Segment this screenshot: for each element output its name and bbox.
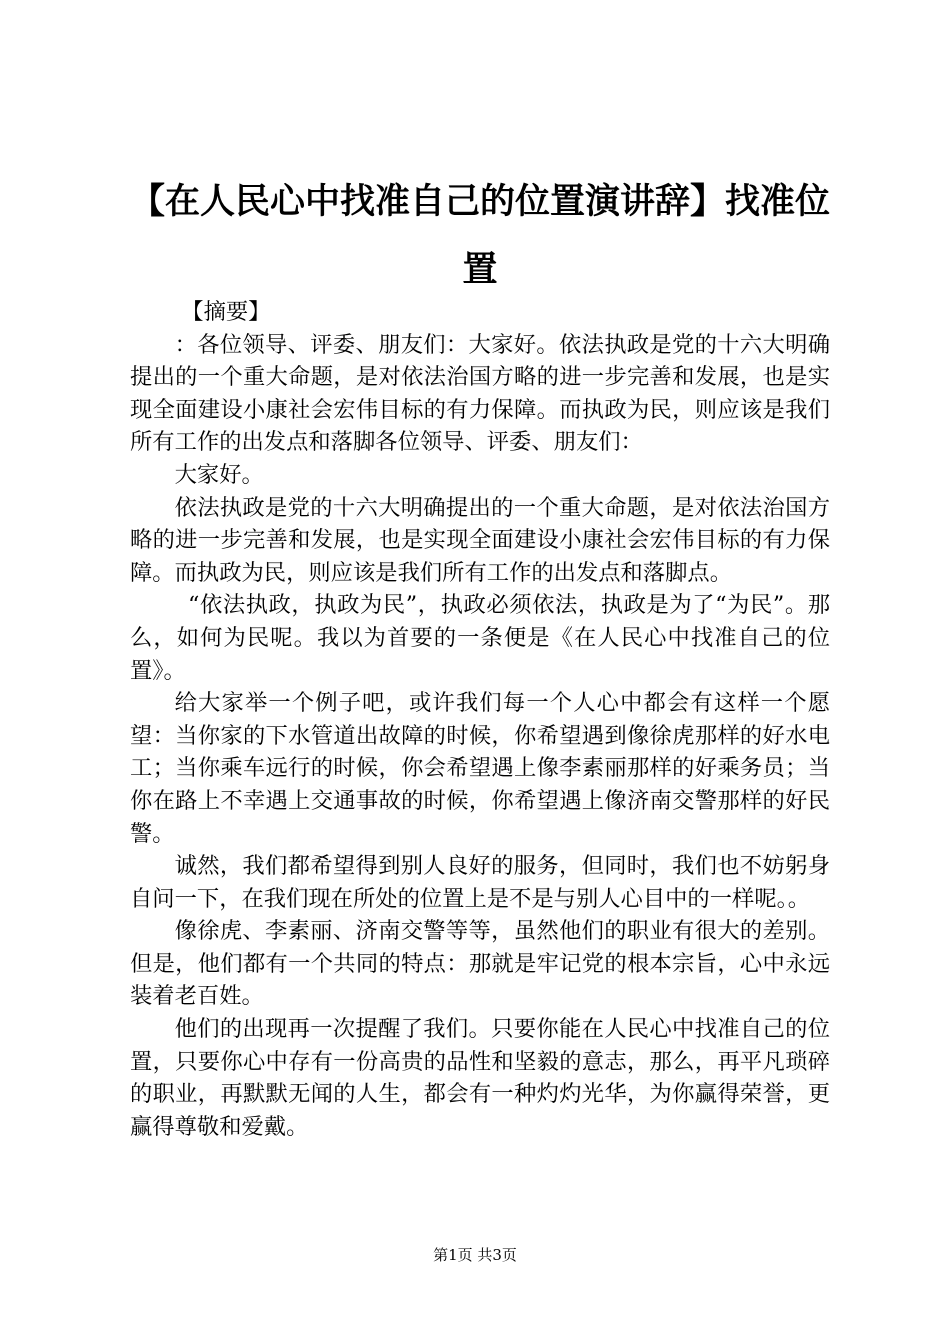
paragraph: 依法执政是党的十六大明确提出的一个重大命题，是对依法治国方略的进一步完善和发展，也是实现全面建设小康社会宏伟目标的有力保障。而执政为民，则应该是我们所有工作的出发点和落脚点。 xyxy=(130,494,830,586)
document-title: 【在人民心中找准自己的位置演讲辞】找准位置 xyxy=(129,181,830,290)
paragraph: 像徐虎、李素丽、济南交警等等，虽然他们的职业有很大的差别。但是，他们都有一个共同的特点：那就是牢记党的根本宗旨，心中永远装着老百姓。 xyxy=(130,918,830,1010)
paragraph: 给大家举一个例子吧，或许我们每一个人心中都会有这样一个愿望：当你家的下水管道出故障的时候，你希望遇到像徐虎那样的好水电工；当你乘车远行的时候，你会希望遇上像李素丽那样的好乘务员；当你在路上不幸遇上交通事故的时候，你希望遇上像济南交警那样的好民警。 xyxy=(130,690,830,847)
paragraph: “依法执政，执政为民”，执政必须依法，执政是为了“为民”。那么，如何为民呢。我以为首要的一条便是《在人民心中找准自己的位置》。 xyxy=(130,592,830,684)
paragraph: 大家好。 xyxy=(174,461,264,488)
paragraph: ：各位领导、评委、朋友们：大家好。依法执政是党的十六大明确提出的一个重大命题，是对依法治国方略的进一步完善和发展，也是实现全面建设小康社会宏伟目标的有力保障。而执政为民，则应该是我们所有工作的出发点和落脚各位领导、评委、朋友们： xyxy=(130,331,830,456)
paragraph: 诚然，我们都希望得到别人良好的服务，但同时，我们也不妨躬身自问一下，在我们现在所处的位置上是不是与别人心目中的一样呢。。 xyxy=(130,853,830,912)
paragraph: 他们的出现再一次提醒了我们。只要你能在人民心中找准自己的位置，只要你心中存有一份高贵的品性和坚毅的意志，那么，再平凡琐碎的职业，再默默无闻的人生，都会有一种灼灼光华，为你赢得荣誉，更赢得尊敬和爱戴。 xyxy=(130,1016,830,1140)
document-body xyxy=(130,296,830,1143)
page-footer: 第1页 共3页 xyxy=(433,1246,517,1264)
abstract-label: 【摘要】 xyxy=(181,299,271,325)
